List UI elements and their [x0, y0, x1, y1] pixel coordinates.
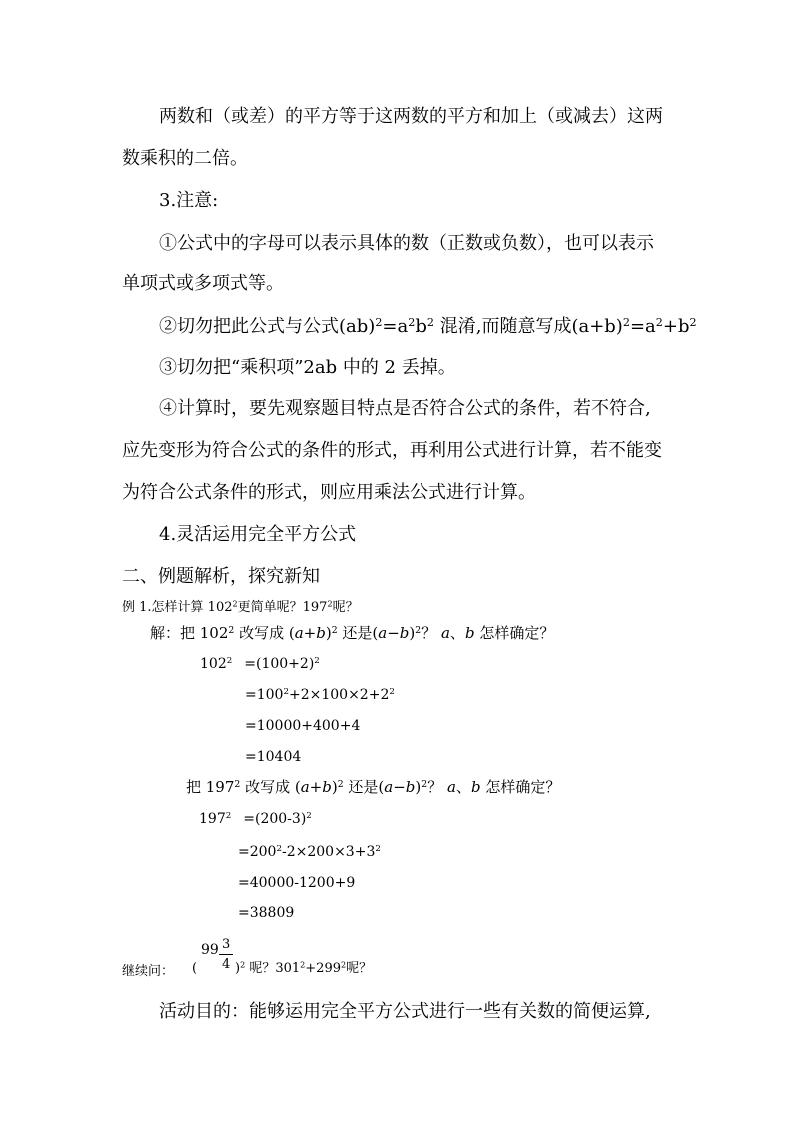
fraction-denominator: 4 [222, 957, 231, 972]
section2-heading: 二、例题解析，探究新知 [122, 566, 320, 587]
calc1-step1: $102^2 =(100+2)^2$ [200, 656, 320, 672]
continue-label: 继续问： [122, 964, 175, 979]
fraction-bar [219, 954, 233, 955]
mixed-number-fraction [219, 938, 233, 974]
formula-statement-line2: 数乘积的二倍。 [122, 148, 248, 169]
calc2-step2: $=200^2-2\times 200\times 3+3^2$ [238, 844, 381, 860]
item4-heading: 4.灵活运用完全平方公式 [159, 524, 357, 545]
calc1-step2: $=100^2+2\times 100\times 2+2^2$ [245, 687, 395, 703]
calc2-step3: =40000-1200+9 [238, 875, 356, 891]
note1-line2: 单项式或多项式等。 [122, 273, 284, 294]
formula-statement-line1: 两数和（或差）的平方等于这两数的平方和加上（或减去）这两 [159, 106, 663, 127]
activity-purpose: 活动目的：能够运用完全平方公式进行一些有关数的简便运算, [159, 1001, 651, 1022]
continue-rest: )$^2$ 呢？$301^2+299^2$呢？ [235, 960, 373, 976]
note-heading: 3.注意: [159, 190, 219, 211]
example1-question: 例 1.怎样计算 $102^2$更简单呢？$197^2$呢？ [122, 599, 359, 615]
note3: ③切勿把“乘积项”2ab 中的 2 丢掉。 [159, 357, 456, 378]
calc1-result: =10404 [245, 749, 302, 765]
solution2-intro: 把 $197^2$ 改写成 $(a+b)^2$ 还是$(a-b)^2$？ a、b 怎样确定？ [186, 778, 561, 796]
note2: ②切勿把此公式与公式$(ab)^2=a^2b^2$ 混淆,而随意写成$(a+b)^2=a^2+b^2$ [159, 315, 697, 337]
mixed-number-whole: 99 [201, 942, 219, 958]
calc2-step1: $197^2 =(200-3)^2$ [199, 811, 312, 827]
note1-line1: ①公式中的字母可以表示具体的数（正数或负数），也可以表示 [159, 233, 654, 254]
solution1-intro: 解：把 $102^2$ 改写成 $(a+b)^2$ 还是$(a-b)^2$？ a、b 怎样确定？ [150, 624, 555, 642]
calc1-step3: =10000+400+4 [245, 718, 361, 734]
note4-line2: 应先变形为符合公式的条件的形式，再利用公式进行计算，若不能变 [122, 440, 662, 461]
open-paren: ( [192, 961, 198, 976]
note4-line1: ④计算时，要先观察题目特点是否符合公式的条件，若不符合, [159, 398, 651, 419]
fraction-numerator: 3 [222, 937, 231, 952]
note4-line3: 为符合公式条件的形式，则应用乘法公式进行计算。 [122, 482, 536, 503]
calc2-result: =38809 [238, 905, 295, 921]
